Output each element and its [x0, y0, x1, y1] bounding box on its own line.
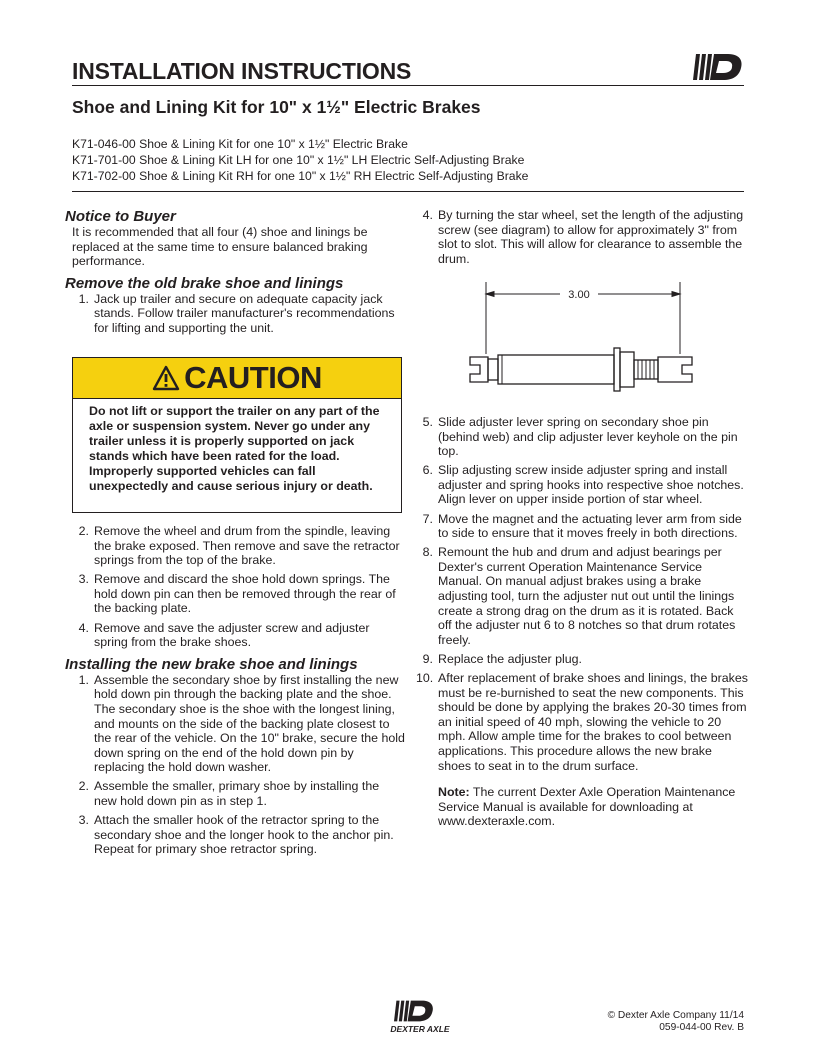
left-column-lower [65, 524, 405, 861]
remove-steps-continued [72, 524, 405, 650]
install-steps [72, 673, 405, 857]
step-number: 7. [422, 511, 433, 526]
step-number: 4. [78, 620, 89, 635]
list-item [416, 545, 748, 647]
step-text: Slip adjusting screw inside adjuster spring and install adjuster and spring hooks into respective shoe notches. Align lever on upper inside portion of star wheel. [438, 463, 744, 507]
step-number: 2. [78, 524, 89, 538]
list-item [72, 673, 405, 775]
kit-line: K71-702-00 Shoe & Lining Kit RH for one 10" x 1½" RH Electric Self-Adjusting Brake [72, 169, 529, 183]
step-text: Assemble the smaller, primary shoe by installing the new hold down pin as in step 1. [94, 779, 380, 808]
caution-box [72, 357, 402, 513]
right-column-lower [416, 415, 748, 829]
list-item [416, 652, 748, 667]
caution-text: Do not lift or support the trailer on any part of the axle or suspension system. Never go under any trailer unless it is properly supported on jack stands which have been rated for the load. Improperly supported vehicles can fall unexpectedly and cause serious injury or death. [89, 404, 380, 493]
note-label: Note: [438, 785, 470, 800]
kit-line: K71-701-00 Shoe & Lining Kit LH for one 10" x 1½" LH Electric Self-Adjusting Brake [72, 153, 525, 167]
list-item [416, 463, 748, 507]
step-text: Slide adjuster lever spring on secondary shoe pin (behind web) and clip adjuster lever keyhole on the pin top. [438, 415, 738, 459]
note-text: The current Dexter Axle Operation Maintenance Service Manual is available for downloading at www.dexteraxle.com. [438, 785, 736, 829]
step-text: Assemble the secondary shoe by first installing the new hold down pin through the backing plate and the shoe. The secondary shoe is the shoe with the longest lining, and mounts on the side of the backing plate closest to the rear of the vehicle. On the 10" brake, secure the hold down spring on the end of the hold down pin by replacing the hold down washer. [94, 672, 405, 775]
adjuster-screw-diagram [468, 282, 708, 397]
step-number: 1. [78, 291, 89, 306]
dexter-logo-icon [392, 999, 436, 1023]
list-item [416, 671, 748, 773]
page-subtitle: Shoe and Lining Kit for 10" x 1½" Electric Brakes [72, 97, 481, 117]
right-steps [416, 415, 748, 773]
step-number: 6. [422, 463, 433, 478]
footer-copyright: © Dexter Axle Company 11/14 [607, 1010, 744, 1021]
remove-steps [72, 292, 405, 336]
step-text: Remount the hub and drum and adjust bearings per Dexter's current Operation Maintenance Service Manual. On manual adjust brakes using a brake adjusting tool, turn the adjuster nut out until the linings create a strong drag on the drum as it is rotated. Back off the adjuster nut 6 to 8 notches so that drum rotates freely. [438, 545, 736, 647]
list-item [416, 512, 748, 541]
section-rule [72, 191, 744, 192]
step-number: 1. [78, 672, 89, 687]
step-number: 8. [422, 545, 433, 560]
step-number: 3. [78, 572, 89, 587]
list-item [72, 621, 405, 650]
right-steps-top [416, 208, 748, 266]
list-item [416, 208, 748, 266]
install-heading: Installing the new brake shoe and linings [65, 655, 358, 673]
right-column [416, 208, 748, 271]
header-rule [72, 85, 744, 86]
step-number: 2. [78, 779, 89, 794]
step-text: Jack up trailer and secure on adequate capacity jack stands. Follow trailer manufacturer's recommendations for lifting and supporting the unit. [94, 291, 395, 335]
list-item [72, 813, 405, 857]
notice-text: It is recommended that all four (4) shoe and linings be replaced at the same time to ensure balanced braking performance. [72, 225, 368, 269]
caution-label: CAUTION [184, 360, 322, 395]
notice-heading: Notice to Buyer [65, 208, 176, 225]
remove-heading: Remove the old brake shoe and linings [65, 274, 344, 292]
step-text: After replacement of brake shoes and linings, the brakes must be re-burnished to seat the new components. This should be done by applying the brakes 20-30 times from an initial speed of 40 mph, slowing the vehicle to 20 mph. Allow ample time for the brakes to cool between applications. This procedure allows the new brake shoes to seat in to the drum surface. [438, 671, 748, 773]
note-paragraph [416, 785, 748, 829]
list-item [72, 292, 405, 336]
dexter-logo-icon [692, 52, 744, 82]
page-title: INSTALLATION INSTRUCTIONS [72, 58, 412, 84]
kit-list [72, 136, 528, 184]
step-number: 9. [422, 651, 433, 666]
step-number: 4. [422, 208, 433, 222]
list-item [72, 524, 405, 568]
step-text: Remove and discard the shoe hold down springs. The hold down pin can then be removed through the rear of the backing plate. [94, 572, 396, 616]
list-item [72, 779, 405, 808]
step-text: Remove and save the adjuster screw and adjuster spring from the brake shoes. [94, 620, 370, 650]
dimension-label: 3.00 [568, 289, 590, 301]
step-number: 3. [78, 813, 89, 828]
step-text: Remove the wheel and drum from the spindle, leaving the brake exposed. Then remove and save the retractor springs from the top of the brake. [94, 524, 400, 568]
list-item [72, 572, 405, 616]
step-text: Move the magnet and the actuating lever arm from side to side to ensure that it moves freely in both directions. [438, 511, 742, 541]
caution-band [73, 358, 401, 399]
footer-info [608, 1010, 744, 1034]
step-number: 5. [422, 415, 433, 429]
kit-line: K71-046-00 Shoe & Lining Kit for one 10" x 1½" Electric Brake [72, 137, 408, 151]
footer-logo [390, 999, 450, 1039]
left-column [65, 208, 405, 340]
step-text: By turning the star wheel, set the length of the adjusting screw (see diagram) to allow for approximately 3" from slot to slot. This will allow for clearance to assemble the drum. [438, 208, 744, 266]
list-item [416, 415, 748, 459]
footer-doc-number: 059-044-00 Rev. B [659, 1022, 744, 1033]
warning-triangle-icon [152, 365, 180, 391]
footer-brand: DEXTER AXLE [390, 1024, 450, 1034]
step-text: Attach the smaller hook of the retractor spring to the secondary shoe and the longer hook to the anchor pin. Repeat for primary shoe retractor spring. [94, 813, 394, 857]
step-number: 10. [416, 671, 434, 685]
step-text: Replace the adjuster plug. [438, 651, 582, 666]
